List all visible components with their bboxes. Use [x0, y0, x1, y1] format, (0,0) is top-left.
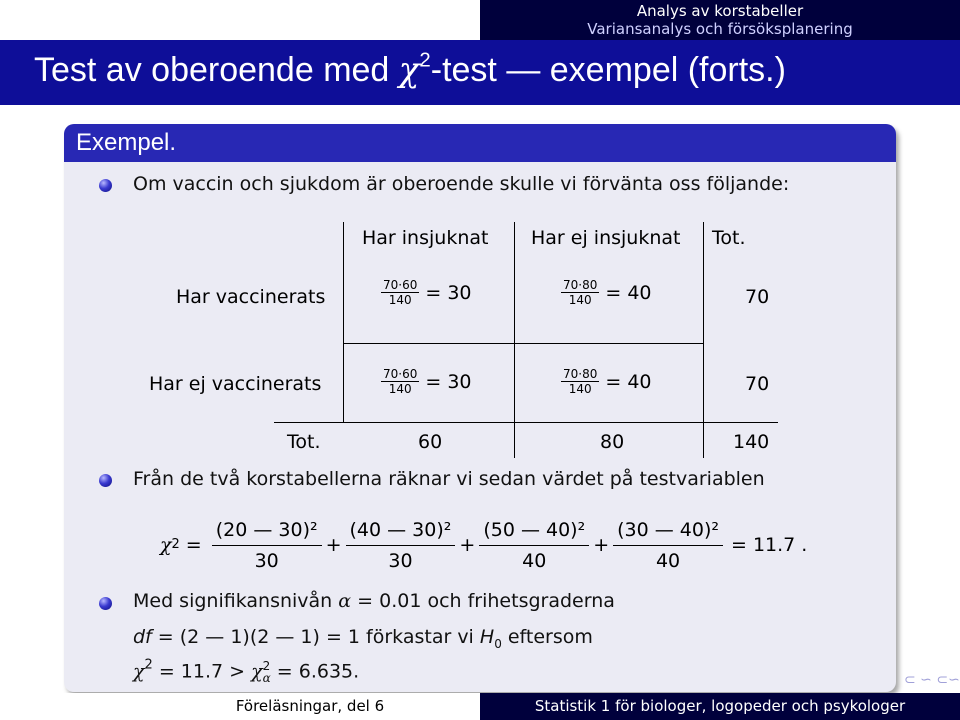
chi-symbol: χ: [133, 660, 145, 683]
term-denominator: 40: [522, 549, 547, 572]
navigation-icons[interactable]: ⊂ ∽ ⊂∽: [904, 672, 960, 688]
final-comparison-line: [133, 657, 360, 685]
footer-bar: [0, 693, 960, 720]
example-block-heading: Exempel.: [64, 124, 896, 162]
title-text: Test av oberoende med: [34, 51, 399, 89]
h-symbol: H: [479, 626, 495, 648]
fraction-denominator: 140: [568, 382, 592, 396]
col-header-har-insjuknat: Har insjuknat: [362, 227, 489, 249]
fraction-numerator: 70·80: [563, 278, 598, 292]
col-header-tot: Tot.: [712, 227, 746, 249]
term-numerator: (30 — 40)²: [613, 517, 723, 546]
slide-title-bar: [0, 40, 960, 105]
total-c1: 60: [418, 431, 443, 453]
bullet-3-suffix: = 0.01 och frihetsgraderna: [351, 590, 615, 612]
term-denominator: 30: [388, 549, 413, 572]
formula-chi: χ: [160, 534, 172, 556]
formula-term-2: [346, 517, 456, 574]
bullet-icon: [99, 179, 112, 192]
cell-r1-c2: [561, 278, 652, 307]
fraction-denominator: 140: [388, 293, 412, 307]
chi-square-formula: χ 2 = $\frac{\text{(20 — 30)²}}{30}$ + $\frac{\text{(40 — 30)²}}{30}$ + $\frac{\text{(50 — 40)²}}{40}$ + $\frac{\text{(30 — 40)²}}{40}$ = 11.7 .: [160, 518, 808, 572]
header-bar: [0, 0, 960, 40]
header-section-title[interactable]: Analys av korstabeller: [636, 2, 804, 20]
formula-plus: +: [325, 534, 342, 556]
total-c2: 80: [600, 431, 625, 453]
cell-r1-tot: 70: [745, 286, 770, 308]
cell-r2-tot: 70: [745, 373, 770, 395]
cell-value: = 40: [605, 370, 652, 393]
title-superscript: 2: [419, 49, 431, 72]
chi-critical-scripts: [263, 660, 271, 684]
formula-term-1: [212, 517, 322, 574]
bullet-text-3: [133, 590, 615, 612]
df-tail: eftersom: [501, 626, 593, 648]
header-right: [480, 0, 960, 40]
alpha-symbol: α: [338, 590, 352, 612]
chi-sup: 2: [144, 657, 153, 673]
cell-value: = 30: [425, 370, 472, 393]
formula-result: = 11.7 .: [730, 534, 808, 556]
chi-critical-sup: 2: [262, 659, 271, 673]
table-hline-total: [274, 422, 778, 423]
slide-title: [34, 50, 786, 90]
formula-equals: =: [185, 534, 202, 556]
cell-r2-c2: [561, 367, 652, 396]
cell-value: = 40: [605, 281, 652, 304]
bullet-icon: [99, 474, 112, 487]
term-denominator: 30: [254, 549, 279, 572]
term-numerator: (50 — 40)²: [479, 517, 589, 546]
title-text-rest: -test — exempel (forts.): [430, 51, 786, 89]
table-hline-mid: [343, 343, 703, 344]
df-symbol: df: [133, 626, 152, 648]
formula-plus: +: [593, 534, 610, 556]
title-chi-symbol: χ: [398, 50, 420, 90]
row-label-har-vaccinerats: Har vaccinerats: [176, 286, 326, 308]
fraction-numerator: 70·60: [383, 278, 418, 292]
final-mid: = 11.7 >: [152, 660, 252, 683]
fraction-denominator: 140: [388, 382, 412, 396]
formula-term-4: [613, 517, 723, 574]
df-expression: = (2 — 1)(2 — 1) = 1 förkastar vi: [151, 626, 480, 648]
term-numerator: (20 — 30)²: [212, 517, 322, 546]
h-subscript: 0: [494, 636, 502, 651]
total-row-label: Tot.: [287, 431, 321, 453]
fraction-denominator: 140: [568, 293, 592, 307]
table-vline-1: [343, 222, 344, 422]
fraction-numerator: 70·80: [563, 367, 598, 381]
bullet-3-prefix: Med signifikansnivån: [133, 590, 339, 612]
total-tot: 140: [733, 431, 770, 453]
chi-critical-sub: α: [262, 671, 271, 685]
cell-value: = 30: [425, 281, 472, 304]
header-left: [0, 0, 480, 40]
footer-left: Föreläsningar, del 6: [0, 693, 480, 720]
fraction: [381, 278, 419, 307]
term-denominator: 40: [655, 549, 681, 572]
fraction: [561, 278, 599, 307]
col-header-har-ej-insjuknat: Har ej insjuknat: [531, 227, 681, 249]
bullet-text-1: Om vaccin och sjukdom är oberoende skulle vi förvänta oss följande:: [133, 173, 790, 195]
footer-right: Statistik 1 för biologer, logopeder och psykologer: [480, 693, 960, 720]
row-label-har-ej-vaccinerats: Har ej vaccinerats: [149, 373, 322, 395]
final-end: = 6.635.: [270, 660, 360, 683]
cell-r2-c1: [381, 367, 472, 396]
fraction-numerator: 70·60: [383, 367, 418, 381]
chi-critical-symbol: χ: [251, 660, 263, 683]
fraction: [381, 367, 419, 396]
df-line: [133, 626, 593, 651]
bullet-icon: [99, 597, 112, 610]
header-subsection-title[interactable]: Variansanalys och försöksplanering: [587, 20, 853, 38]
term-numerator: (40 — 30)²: [346, 517, 456, 546]
bullet-text-2: Från de två korstabellerna räknar vi sedan värdet på testvariablen: [133, 468, 765, 490]
fraction: [561, 367, 599, 396]
formula-term-3: [479, 517, 589, 574]
formula-plus: +: [459, 534, 476, 556]
cell-r1-c1: [381, 278, 472, 307]
